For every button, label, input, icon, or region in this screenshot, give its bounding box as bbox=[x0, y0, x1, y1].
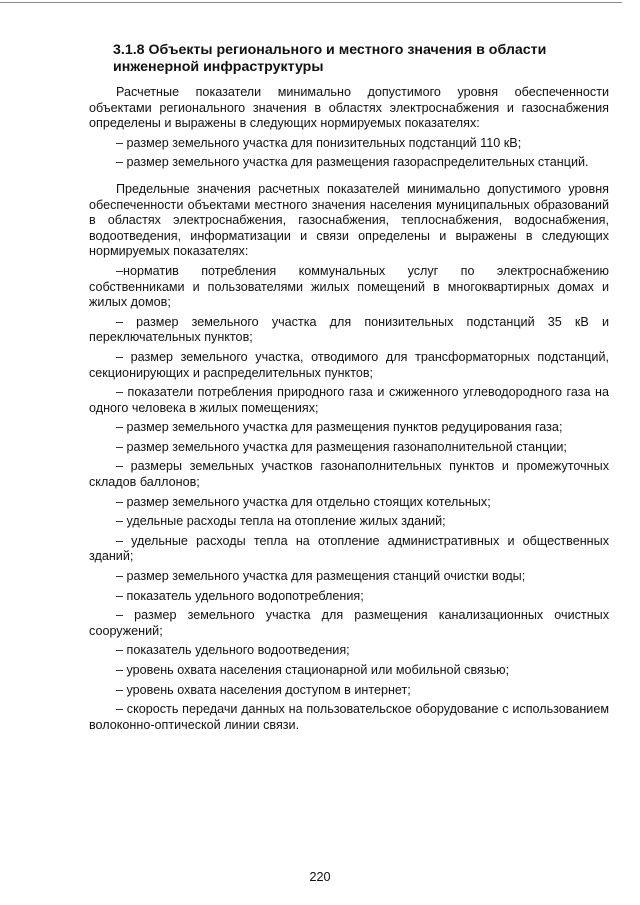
list-item-local: – уровень охвата населения стационарной или мобильной связью; bbox=[116, 663, 510, 677]
intro-paragraph-local: Предельные значения расчетных показателей минимально допустимого уровня обеспеченности объектами местного значения населения муниципальных образований в областях электроснабжения, газоснабжения, теплоснабжения, водоснабжения, водоотведения, информатизации и связи определены и выражены в следующих нормируемых показателях: bbox=[89, 181, 609, 259]
list-item-local: – размер земельного участка для размещения канализационных очистных сооружений; bbox=[89, 608, 609, 638]
list-item-local: – размер земельного участка для понизительных подстанций 35 кВ и переключательных пунктов; bbox=[89, 314, 609, 345]
list-item-local: – уровень охвата населения доступом в интернет; bbox=[116, 682, 411, 697]
intro-paragraph-regional: Расчетные показатели минимально допустимого уровня обеспеченности объектами регионального значения в областях электроснабжения и газоснабжения определены и выражены в следующих нормируемых показателях: bbox=[89, 85, 609, 131]
list-item-local: –норматив потребления коммунальных услуг по электроснабжению собственниками и пользователями жилых помещений в многоквартирных домах и жилых домов; bbox=[89, 263, 609, 310]
list-item-local: – размер земельного участка для отдельно стоящих котельных; bbox=[116, 494, 491, 509]
list-item-local: – показатель удельного водопотребления; bbox=[116, 588, 364, 603]
list-item-local: – размер земельного участка для размещения газонаполнительной станции; bbox=[116, 439, 567, 454]
list-item-regional: – размер земельного участка для размещения газораспределительных станций. bbox=[116, 155, 589, 170]
list-item-local: – скорость передачи данных на пользовательское оборудование с использованием волоконно-оптической линии связи. bbox=[89, 702, 609, 732]
list-item-local: – размер земельного участка, отводимого для трансформаторных подстанций, секционирующих и распределительных пунктов; bbox=[89, 349, 609, 380]
list-item-local: – размер земельного участка для размещения станций очистки воды; bbox=[116, 569, 526, 584]
list-item-local: – показатели потребления природного газа и сжиженного углеводородного газа на одного человека в жилых помещениях; bbox=[89, 385, 609, 415]
page-number: 220 bbox=[309, 870, 331, 884]
top-scan-rule bbox=[0, 2, 622, 3]
list-item-regional: – размер земельного участка для понизительных подстанций 110 кВ; bbox=[116, 135, 522, 150]
section-title: 3.1.8 Объекты регионального и местного значения в области инженерной инфраструктуры bbox=[113, 42, 547, 75]
list-item-local: – размеры земельных участков газонаполнительных пунктов и промежуточных складов баллонов; bbox=[89, 459, 609, 490]
list-item-local: – удельные расходы тепла на отопление жилых зданий; bbox=[116, 514, 446, 529]
list-item-local: – размер земельного участка для размещения пунктов редуцирования газа; bbox=[116, 420, 563, 435]
list-item-local: – удельные расходы тепла на отопление административных и общественных зданий; bbox=[89, 533, 609, 564]
list-item-local: – показатель удельного водоотведения; bbox=[116, 643, 350, 658]
page-content bbox=[89, 42, 609, 737]
